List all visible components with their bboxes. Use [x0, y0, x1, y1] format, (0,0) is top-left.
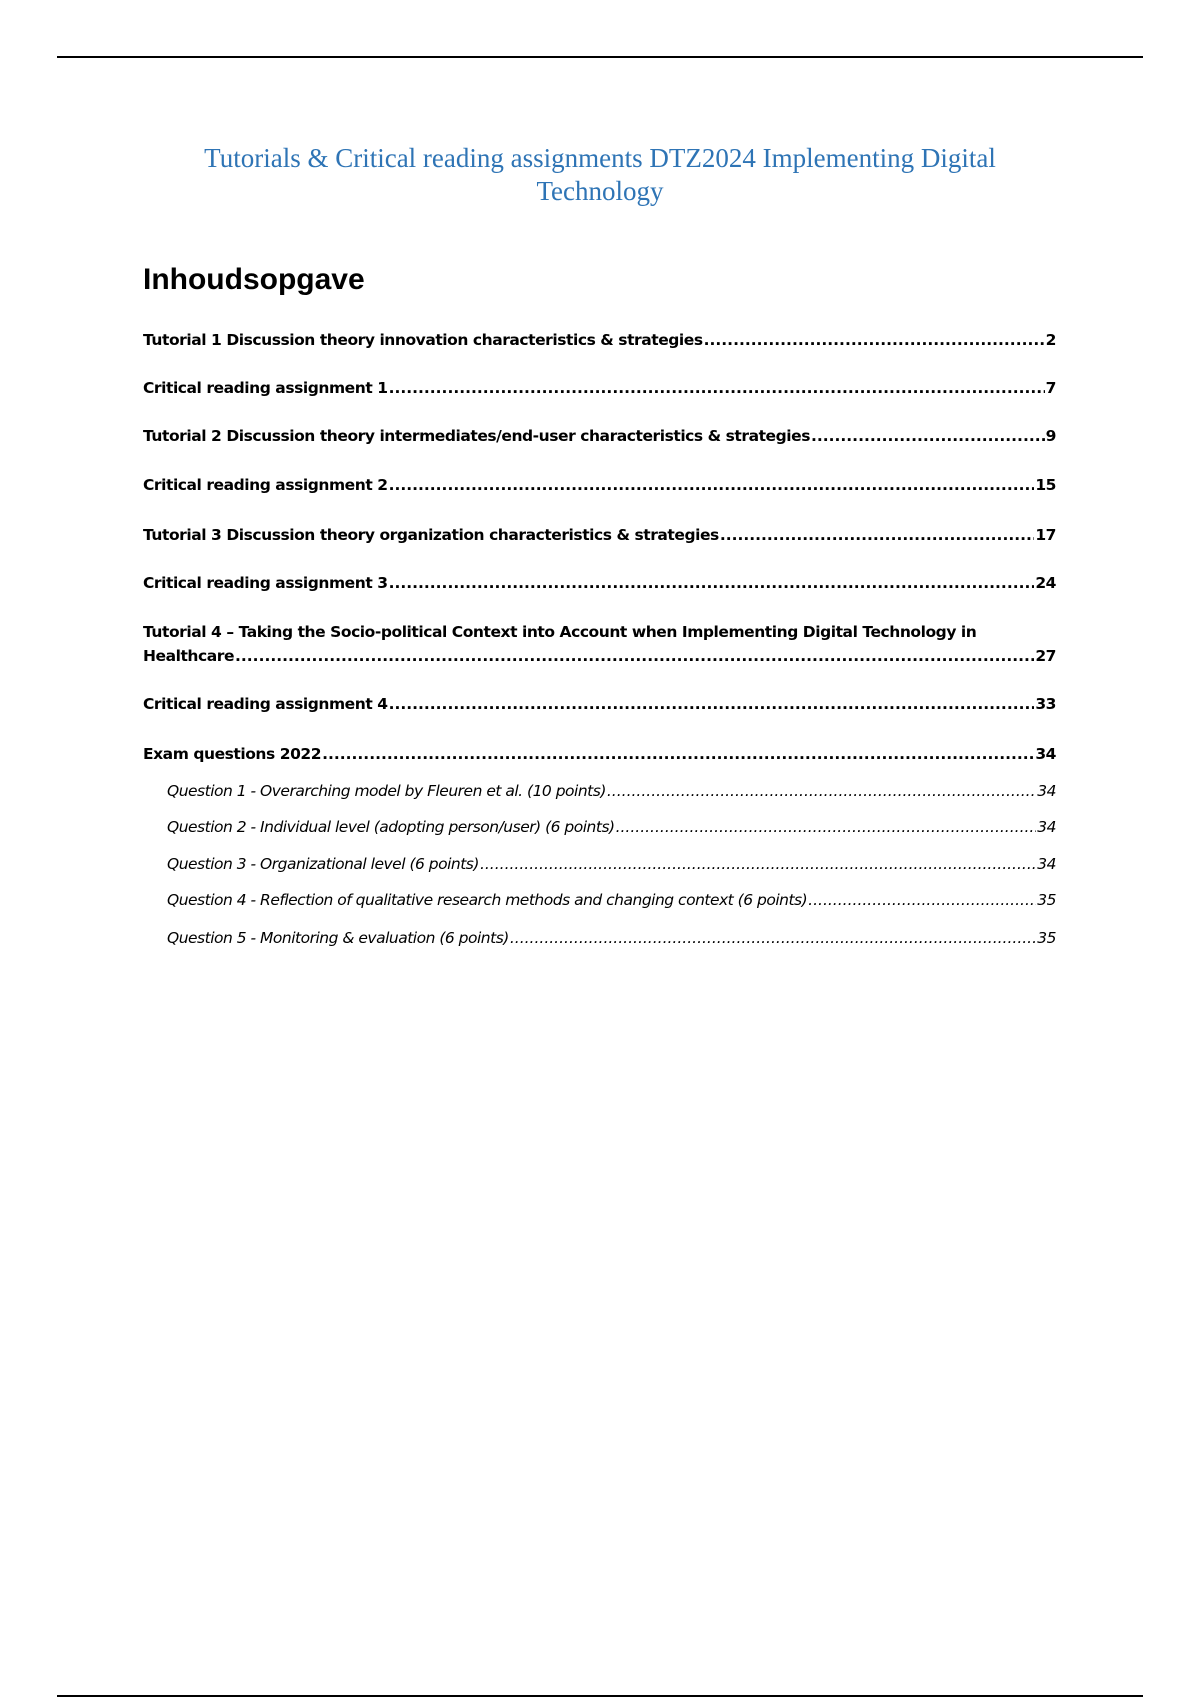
- toc-entry-text: Critical reading assignment 4: [143, 695, 388, 713]
- toc-page-number: 34: [1035, 745, 1056, 763]
- toc-page-number: 2: [1045, 331, 1056, 349]
- toc-entry-text: Exam questions 2022: [143, 745, 322, 763]
- toc-entry-text: Tutorial 3 Discussion theory organization characteristics & strategies: [143, 526, 719, 544]
- toc-subentry-question-4[interactable]: [167, 888, 1056, 912]
- dot-leader: [704, 328, 1045, 352]
- dot-leader: [389, 692, 1035, 716]
- dot-leader: [235, 644, 1034, 668]
- dot-leader: [389, 376, 1045, 400]
- toc-subentry-text: Question 2 - Individual level (adopting person/user) (6 points): [167, 818, 615, 836]
- toc-subentry-question-2[interactable]: [167, 815, 1056, 839]
- dot-leader: [322, 742, 1034, 766]
- toc-entry-text: Critical reading assignment 1: [143, 379, 388, 397]
- toc-subentry-text: Question 5 - Monitoring & evaluation (6 points): [167, 929, 509, 947]
- toc-page-number: 15: [1035, 476, 1056, 494]
- dot-leader: [389, 473, 1035, 497]
- toc-entry-tutorial-2[interactable]: [143, 424, 1056, 448]
- toc-page-number: 33: [1035, 695, 1056, 713]
- toc-subentry-question-3[interactable]: [167, 852, 1056, 876]
- header-rule: [57, 56, 1143, 58]
- toc-subentry-text: Question 3 - Organizational level (6 points): [167, 855, 479, 873]
- toc-subentry-text: Question 1 - Overarching model by Fleuren et al. (10 points): [167, 782, 606, 800]
- toc-subentry-text: Question 4 - Reflection of qualitative research methods and changing context (6 points): [167, 891, 808, 909]
- dot-leader: [616, 815, 1037, 839]
- toc-entry-text-line-2: Healthcare: [143, 647, 235, 665]
- dot-leader: [480, 852, 1036, 876]
- toc-entry-text: Critical reading assignment 3: [143, 574, 388, 592]
- toc-entry-tutorial-3[interactable]: [143, 523, 1056, 547]
- dot-leader: [720, 523, 1035, 547]
- toc-page-number: 17: [1035, 526, 1056, 544]
- toc-page-number: 7: [1045, 379, 1056, 397]
- toc-subentry-question-5[interactable]: [167, 926, 1056, 950]
- toc-entry-critical-reading-2[interactable]: [143, 473, 1056, 497]
- toc-page-number: 9: [1045, 427, 1056, 445]
- dot-leader: [811, 424, 1045, 448]
- dot-leader: [607, 779, 1036, 803]
- footer-rule: [57, 1695, 1143, 1697]
- toc-page-number: 27: [1035, 647, 1056, 665]
- toc-entry-text: Critical reading assignment 2: [143, 476, 388, 494]
- toc-entry-exam-questions[interactable]: [143, 742, 1056, 766]
- toc-entry-text: Tutorial 1 Discussion theory innovation characteristics & strategies: [143, 331, 703, 349]
- toc-entry-text: Tutorial 2 Discussion theory intermediates/end-user characteristics & strategies: [143, 427, 810, 445]
- toc-entry-critical-reading-4[interactable]: [143, 692, 1056, 716]
- dot-leader: [510, 926, 1036, 950]
- toc-entry-critical-reading-3[interactable]: [143, 571, 1056, 595]
- toc-heading: Inhoudsopgave: [143, 263, 365, 296]
- toc-entry-text-line-1: Tutorial 4 – Taking the Socio-political Context into Account when Implementing Digital Technology in: [143, 623, 977, 641]
- toc-entry-tutorial-1[interactable]: [143, 328, 1056, 352]
- document-title: Tutorials & Critical reading assignments DTZ2024 Implementing Digital Technology: [204, 143, 996, 206]
- toc-page-number: 35: [1037, 891, 1056, 909]
- toc-entry-critical-reading-1[interactable]: [143, 376, 1056, 400]
- toc-page-number: 34: [1037, 855, 1056, 873]
- toc-page-number: 24: [1035, 574, 1056, 592]
- toc-entry-tutorial-4[interactable]: [143, 620, 1056, 668]
- dot-leader: [808, 888, 1036, 912]
- toc-page-number: 34: [1037, 818, 1056, 836]
- toc-page-number: 34: [1037, 782, 1056, 800]
- toc-page-number: 35: [1037, 929, 1056, 947]
- toc-subentry-question-1[interactable]: [167, 779, 1056, 803]
- dot-leader: [389, 571, 1035, 595]
